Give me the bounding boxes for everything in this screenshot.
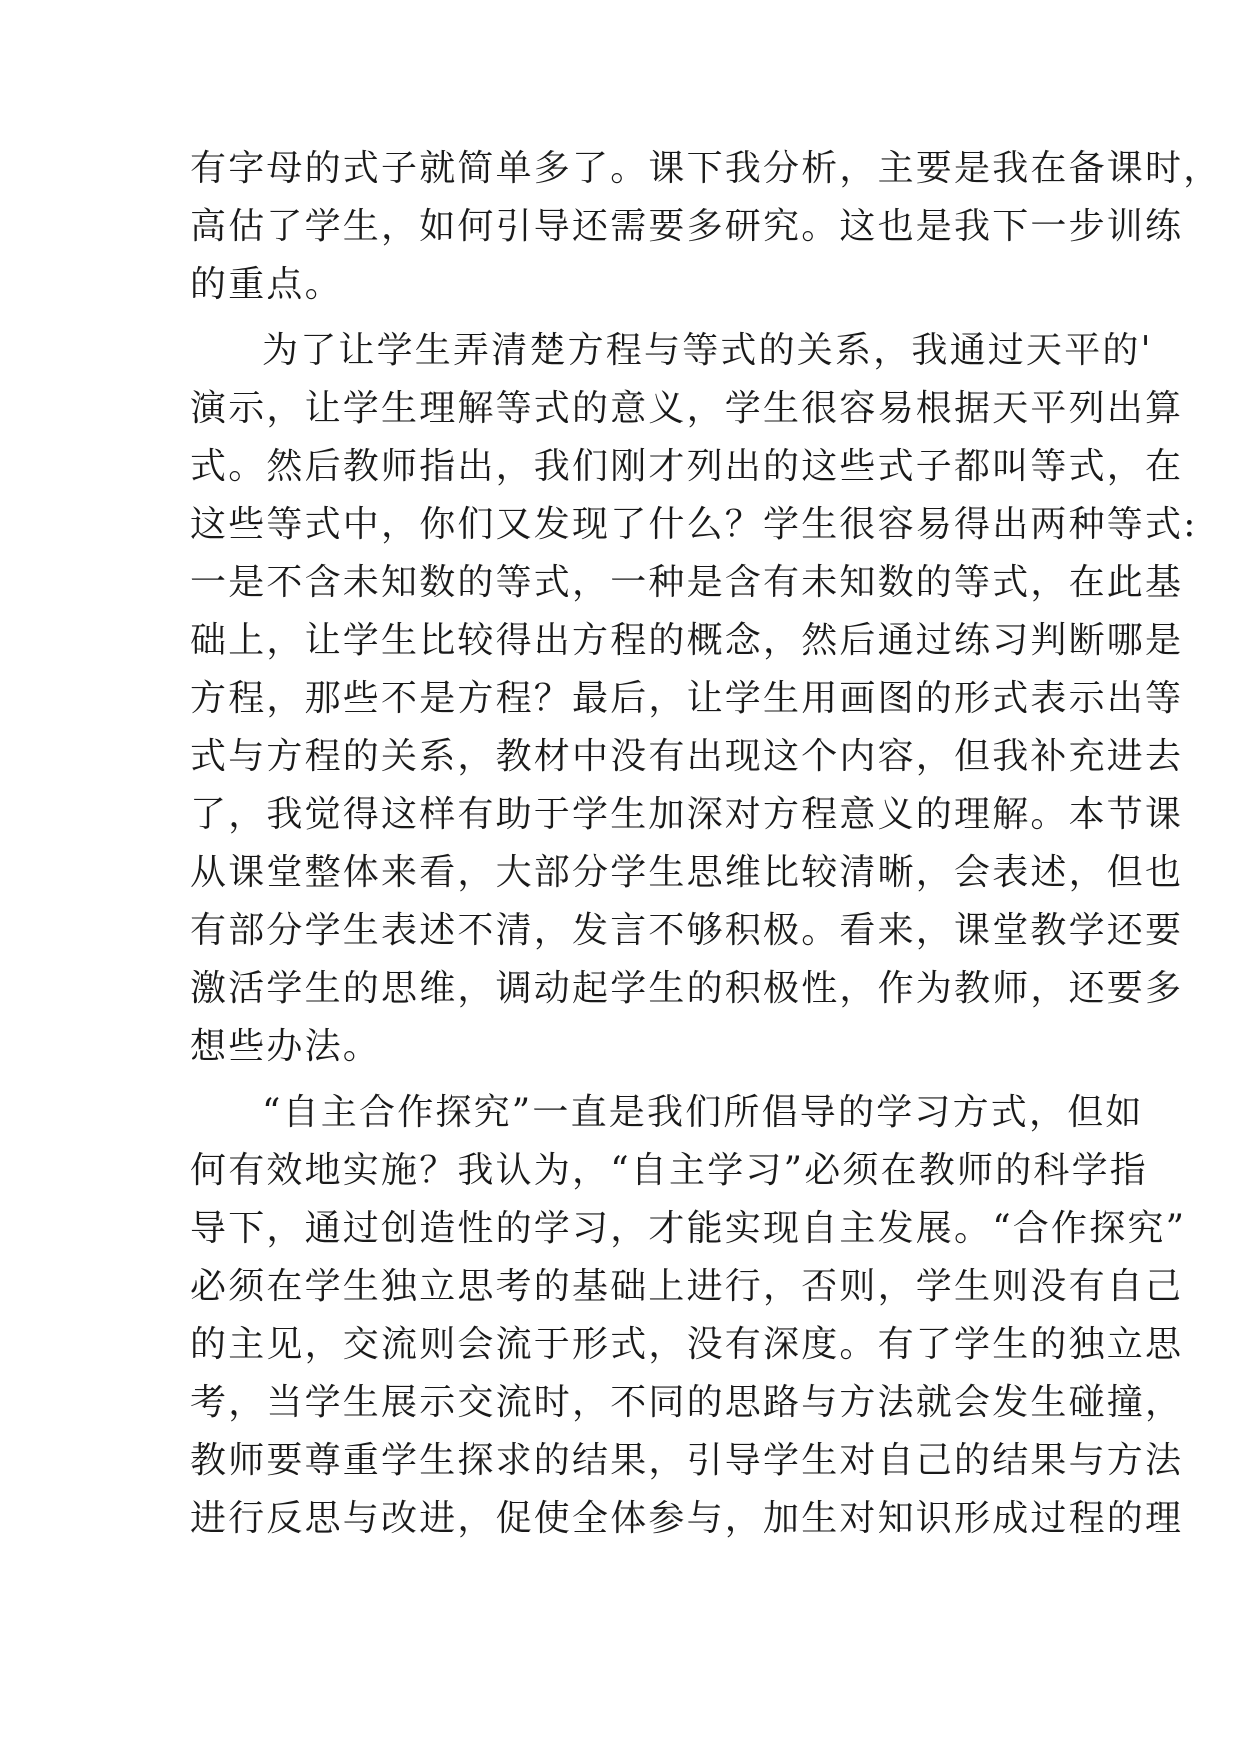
- text-line: 的主见，交流则会流于形式，没有深度。有了学生的独立思: [190, 1324, 1184, 1365]
- text-line: 有字母的式子就简单多了。课下我分析，主要是我在备课时，: [190, 148, 1222, 189]
- text-line: 考，当学生展示交流时，不同的思路与方法就会发生碰撞，: [190, 1382, 1184, 1423]
- text-line: 一是不含未知数的等式，一种是含有未知数的等式，在此基: [190, 562, 1184, 603]
- text-line: 的重点。: [190, 264, 343, 305]
- text-line: 导下，通过创造性的学习，才能实现自主发展。“合作探究”: [190, 1208, 1187, 1249]
- text-line: 教师要尊重学生探求的结果，引导学生对自己的结果与方法: [190, 1440, 1184, 1481]
- text-line: 进行反思与改进，促使全体参与，加生对知识形成过程的理: [190, 1498, 1184, 1539]
- text-line: 从课堂整体来看，大部分学生思维比较清晰，会表述，但也: [190, 852, 1184, 893]
- text-line: 式与方程的关系，教材中没有出现这个内容，但我补充进去: [190, 736, 1184, 777]
- text-line: 了，我觉得这样有助于学生加深对方程意义的理解。本节课: [190, 794, 1184, 835]
- text-line: 激活学生的思维，调动起学生的积极性，作为教师，还要多: [190, 968, 1184, 1009]
- text-line: 何有效地实施？我认为，“自主学习”必须在教师的科学指: [190, 1150, 1149, 1191]
- text-line: 想些办法。: [190, 1026, 382, 1067]
- text-line: “自主合作探究”一直是我们所倡导的学习方式，但如: [262, 1092, 1144, 1133]
- text-line: 演示，让学生理解等式的意义，学生很容易根据天平列出算: [190, 388, 1184, 429]
- text-line: 有部分学生表述不清，发言不够积极。看来，课堂教学还要: [190, 910, 1184, 951]
- text-line: 础上，让学生比较得出方程的概念，然后通过练习判断哪是: [190, 620, 1184, 661]
- text-line: 必须在学生独立思考的基础上进行，否则，学生则没有自己: [190, 1266, 1184, 1307]
- text-line: 式。然后教师指出，我们刚才列出的这些式子都叫等式，在: [190, 446, 1184, 487]
- text-line: 方程，那些不是方程？最后，让学生用画图的形式表示出等: [190, 678, 1184, 719]
- text-line: 这些等式中，你们又发现了什么？学生很容易得出两种等式:: [190, 504, 1198, 545]
- text-line: 为了让学生弄清楚方程与等式的关系，我通过天平的': [262, 330, 1153, 371]
- text-line: 高估了学生，如何引导还需要多研究。这也是我下一步训练: [190, 206, 1184, 247]
